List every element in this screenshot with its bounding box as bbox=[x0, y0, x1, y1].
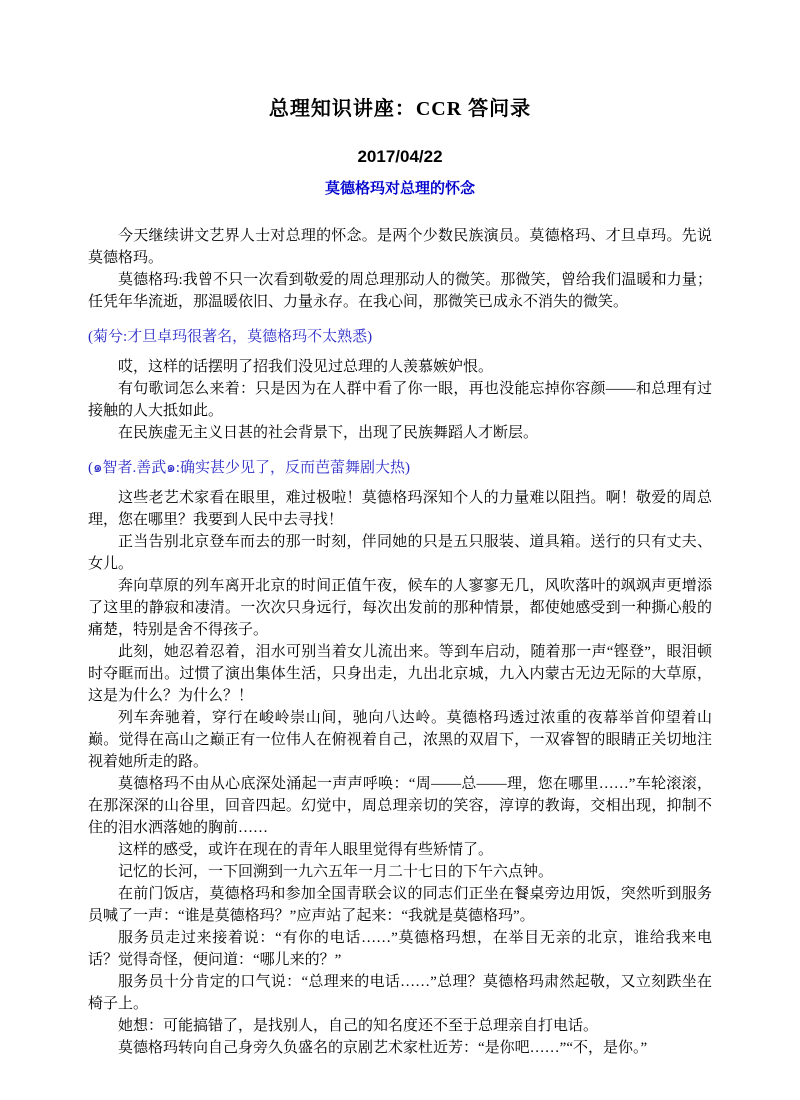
document-title: 总理知识讲座：CCR 答问录 bbox=[268, 98, 532, 120]
paragraph: 此刻，她忍着忍着，泪水可别当着女儿流出来。等到车启动，随着那一声“铿登”，眼泪顿时夺眶而出。过惯了演出集体生活，只身出走，九出北京城，九入内蒙古无边无际的大草原，这是为什么？为什么？！ bbox=[88, 644, 712, 704]
paragraph: 有句歌词怎么来着：只是因为在人群中看了你一眼，再也没能忘掉你容颜——和总理有过接触的人大抵如此。 bbox=[88, 381, 712, 419]
document-content bbox=[88, 0, 712, 1059]
paragraph: 她想：可能搞错了，是找别人，自己的知名度还不至于总理亲自打电话。 bbox=[118, 1018, 599, 1034]
paragraph: 今天继续讲文艺界人士对总理的怀念。是两个少数民族演员。莫德格玛、才旦卓玛。先说莫德格玛。 bbox=[88, 228, 712, 266]
paragraph: 奔向草原的列车离开北京的时间正值午夜，候车的人寥寥无几，风吹落叶的飒飒声更增添了这里的静寂和凄清。一次次只身远行，每次出发前的那种情景，都使她感受到一种撕心般的痛楚，特别是舍不得孩子。 bbox=[88, 578, 712, 638]
document-date: 2017/04/22 bbox=[357, 147, 443, 166]
paragraph: 莫德格玛转向自己身旁久负盛名的京剧艺术家杜近芳：“是你吧……”“不，是你。” bbox=[118, 1040, 648, 1056]
document-body bbox=[88, 225, 712, 1059]
commenter-note: (菊兮:才旦卓玛很著名，莫德格玛不太熟悉) bbox=[88, 329, 373, 345]
paragraph: 莫德格玛不由从心底深处涌起一声声呼唤：“周——总——理，您在哪里……”车轮滚滚，在那深深的山谷里，回音四起。幻觉中，周总理亲切的笑容，淳谆的教诲，交相出现，抑制不住的泪水洒落她的胸前…… bbox=[88, 776, 712, 836]
document-subtitle: 莫德格玛对总理的怀念 bbox=[324, 181, 475, 197]
paragraph: 这样的感受，或许在现在的青年人眼里觉得有些矫情了。 bbox=[118, 842, 494, 858]
paragraph: 记忆的长河，一下回溯到一九六五年一月二十七日的下午六点钟。 bbox=[118, 864, 554, 880]
paragraph: 在民族虚无主义日甚的社会背景下，出现了民族舞蹈人才断层。 bbox=[118, 425, 539, 441]
commenter-note: (๑智者.善武๑:确实甚少见了，反而芭蕾舞剧大热) bbox=[88, 460, 410, 476]
paragraph: 正当告别北京登车而去的那一时刻，伴同她的只是五只服装、道具箱。送行的只有丈夫、女儿。 bbox=[88, 534, 712, 572]
paragraph: 服务员十分肯定的口气说：“总理来的电话……”总理？莫德格玛肃然起敬，又立刻跌坐在椅子上。 bbox=[88, 974, 712, 1012]
paragraph: 莫德格玛:我曾不只一次看到敬爱的周总理那动人的微笑。那微笑，曾给我们温暖和力量；任凭年华流逝，那温暖依旧、力量永存。在我心间，那微笑已成永不消失的微笑。 bbox=[88, 272, 712, 310]
paragraph: 哎，这样的话摆明了招我们没见过总理的人羡慕嫉妒恨。 bbox=[118, 359, 494, 375]
paragraph: 服务员走过来接着说：“有你的电话……”莫德格玛想，在举目无亲的北京，谁给我来电话？觉得奇怪，便问道：“哪儿来的？” bbox=[88, 930, 712, 968]
paragraph: 在前门饭店，莫德格玛和参加全国青联会议的同志们正坐在餐桌旁边用饭，突然听到服务员喊了一声：“谁是莫德格玛？”应声站了起来：“我就是莫德格玛”。 bbox=[88, 886, 712, 924]
paragraph: 列车奔驰着，穿行在峻岭崇山间，驰向八达岭。莫德格玛透过浓重的夜幕举首仰望着山巅。觉得在高山之巅正有一位伟人在俯视着自己，浓黑的双眉下，一双睿智的眼睛正关切地注视着她所走的路。 bbox=[88, 710, 712, 770]
paragraph: 这些老艺术家看在眼里，难过极啦！莫德格玛深知个人的力量难以阻挡。啊！敬爱的周总理，您在哪里？我要到人民中去寻找！ bbox=[88, 490, 712, 528]
